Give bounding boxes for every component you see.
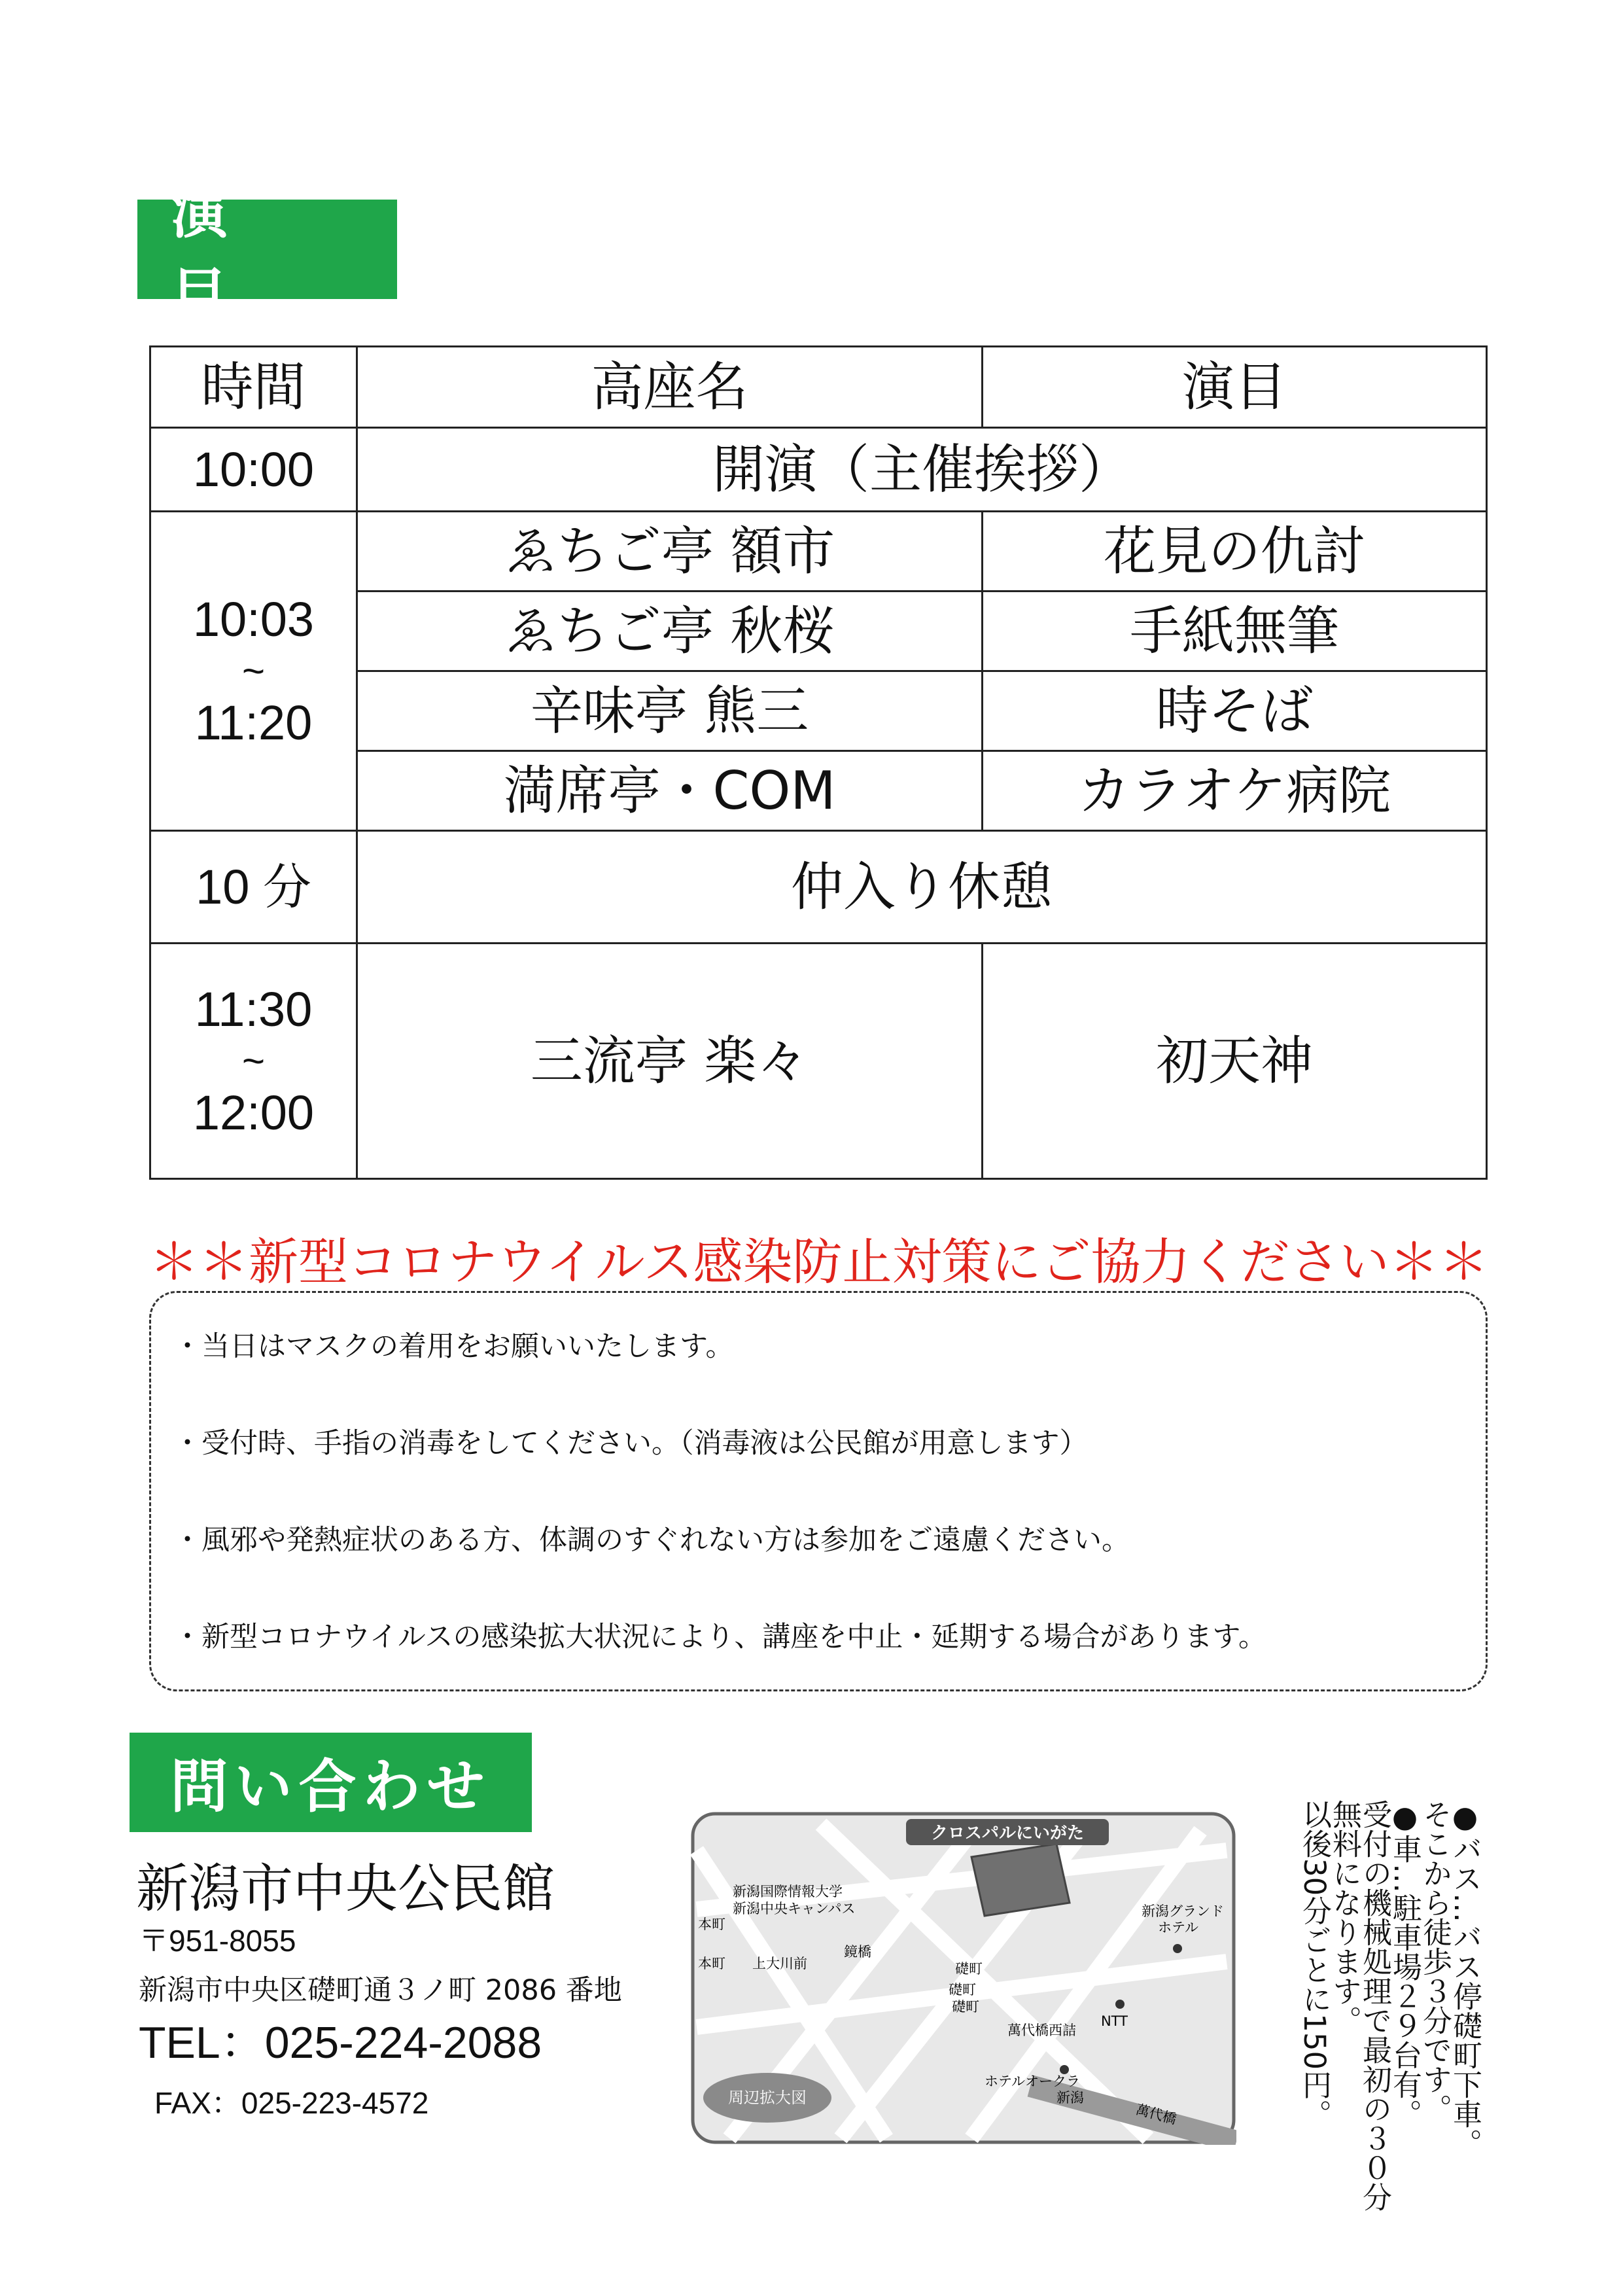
performer-cell: 満席亭・COM (357, 751, 983, 831)
opening-text: 開演（主催挨拶） (357, 428, 1487, 512)
block1-time (150, 512, 357, 831)
break-text: 仲入り休憩 (357, 831, 1487, 944)
header-performer: 高座名 (357, 347, 983, 428)
venue-name: 新潟市中央公民館 (136, 1858, 555, 1919)
table-row (150, 944, 1487, 1179)
venue-postal: 〒951-8055 (139, 1924, 296, 1958)
block1-time-end: 11:20 (194, 695, 313, 750)
program-section-title: 演 目 (137, 200, 397, 299)
block2-time-end: 12:00 (192, 1085, 315, 1140)
header-title: 演目 (983, 347, 1487, 428)
block1-time-sep: ~ (241, 648, 266, 693)
contact-section-title: 問い合わせ (130, 1733, 532, 1832)
map-label-ntt: NTT (1101, 2013, 1128, 2029)
performer-cell: 辛味亭 熊三 (357, 671, 983, 751)
venue-tel: TEL：025-224-2088 (139, 2018, 542, 2068)
performer-cell: ゑちご亭 秋桜 (357, 592, 983, 671)
title-cell: カラオケ病院 (983, 751, 1487, 831)
map-label-bandai: 萬代橋西詰 (1007, 2022, 1076, 2038)
map-marker (1115, 2000, 1125, 2009)
title-cell: 時そば (983, 671, 1487, 751)
table-row (150, 428, 1487, 512)
map-label-univ2: 新潟中央キャンパス (733, 1901, 856, 1916)
map-label-bandai-bridge: 萬代橋 (1134, 2101, 1178, 2128)
map-label-kagami: 鏡橋 (844, 1944, 871, 1960)
notice-item: ・風邪や発熱症状のある方、体調のすぐれない方は参加をご遠慮ください。 (173, 1524, 1130, 1557)
title-cell: 初天神 (983, 944, 1487, 1179)
map-label-kamioo: 上大川前 (752, 1956, 807, 1971)
block2-time-start: 11:30 (194, 981, 313, 1036)
notice-item: ・新型コロナウイルスの感染拡大状況により、講座を中止・延期する場合があります。 (173, 1621, 1266, 1653)
notice-box (149, 1291, 1488, 1691)
access-car-line4: 以後30分ごとに150円。 (1297, 1799, 1332, 2129)
table-header-row (150, 347, 1487, 428)
header-time: 時間 (150, 347, 357, 428)
map-label-ishizue1: 礎町 (955, 1961, 983, 1977)
access-car-line3: 無料になります。 (1327, 1799, 1362, 2035)
map-label-okura1: ホテルオークラ (985, 2074, 1080, 2089)
performer-cell: ゑちご亭 額市 (357, 512, 983, 592)
access-car-line2: 受付の機械処理で最初の３０分 (1357, 1799, 1392, 2212)
title-cell: 手紙無筆 (983, 592, 1487, 671)
map-label-univ1: 新潟国際情報大学 (733, 1884, 843, 1899)
map-label-hotel1b: ホテル (1158, 1920, 1198, 1935)
map-label-honcho1: 本町 (698, 1916, 725, 1932)
break-time: 10 分 (150, 831, 357, 944)
map-label-ishizue3: 礎町 (952, 1999, 979, 2015)
map-label-honcho2: 本町 (698, 1956, 725, 1971)
map-marker (1173, 1944, 1182, 1953)
map-marker (1060, 2065, 1069, 2074)
access-map (690, 1811, 1236, 2145)
notice-item: ・受付時、手指の消毒をしてください。（消毒液は公民館が用意します） (173, 1427, 1088, 1460)
venue-address: 新潟市中央区礎町通３ノ町 2086 番地 (139, 1974, 622, 2007)
map-label-okura2: 新潟 (1056, 2090, 1084, 2106)
map-label-ishizue2: 礎町 (949, 1982, 976, 1998)
notice-title: ＊＊新型コロナウイルス感染防止対策にご協力ください＊＊ (149, 1233, 1489, 1291)
performer-cell: 三流亭 楽々 (357, 944, 983, 1179)
block2-time (150, 944, 357, 1179)
opening-time: 10:00 (150, 428, 357, 512)
map-label-building: クロスパルにいがた (930, 1824, 1085, 1843)
block1-time-start: 10:03 (192, 592, 315, 646)
access-car-line1: ●車…駐車場２９台有。 (1387, 1799, 1422, 2128)
access-bus-line1: ●バス…バス停礎町下車。 (1448, 1799, 1482, 2158)
venue-fax: FAX：025-223-4572 (154, 2086, 429, 2120)
block2-time-sep: ~ (241, 1038, 266, 1083)
title-cell: 花見の仇討 (983, 512, 1487, 592)
table-row (150, 831, 1487, 944)
access-bus-line2: そこから徒歩３分です。 (1418, 1799, 1452, 2123)
table-row (150, 512, 1487, 592)
program-table (149, 345, 1488, 1180)
notice-item: ・当日はマスクの着用をお願いいたします。 (173, 1330, 734, 1363)
map-label-hotel1: 新潟グランド (1142, 1903, 1224, 1919)
map-enlarge-label: 周辺拡大図 (728, 2089, 807, 2107)
